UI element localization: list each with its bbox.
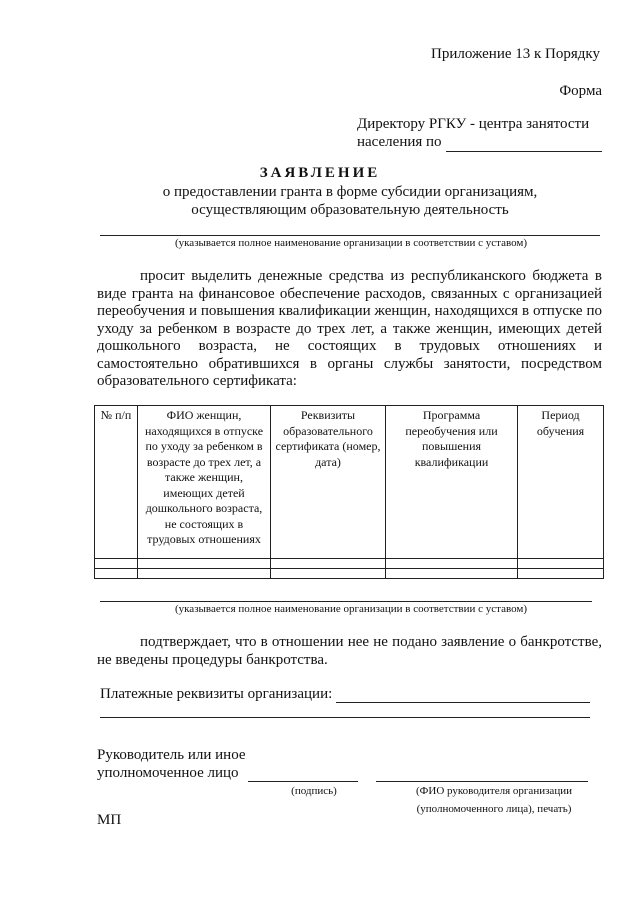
addressee-line-1: Директору РГКУ - центра занятости <box>357 116 590 132</box>
col-header-program: Программа переобучения или повышения квалификации <box>386 406 518 559</box>
table-row <box>95 569 604 579</box>
org-name-line-1 <box>100 235 600 236</box>
table-cell <box>386 559 518 569</box>
payment-details-label: Платежные реквизиты организации: <box>100 686 333 702</box>
org-name-hint-1: (указывается полное наименование организации в соответствии с уставом) <box>174 237 528 249</box>
document-title: ЗАЯВЛЕНИЕ <box>259 165 381 181</box>
col-header-certificate: Реквизиты образовательного сертификата (номер, дата) <box>271 406 386 559</box>
table-cell <box>386 569 518 579</box>
signature-line <box>248 781 358 782</box>
table-header-row <box>95 406 604 559</box>
certificates-table <box>94 405 604 579</box>
col-header-fio: ФИО женщин, находящихся в отпуске по уходу за ребенком в возрасте до трех лет, а также женщин, имеющих детей дошкольного возраста, не состоящих в трудовых отношениях <box>138 406 271 559</box>
table-cell <box>138 559 271 569</box>
signatory-label-2: уполномоченное лицо <box>97 765 239 781</box>
table-cell <box>271 569 386 579</box>
title-subtitle-2: осуществляющим образовательную деятельность <box>191 202 509 218</box>
full-name-hint-1: (ФИО руководителя организации <box>416 785 572 797</box>
table-cell <box>518 559 604 569</box>
title-subtitle-1: о предоставлении гранта в форме субсидии организациям, <box>162 184 538 200</box>
payment-details-line-2 <box>100 717 590 718</box>
table-cell <box>271 559 386 569</box>
stamp-place-label: МП <box>97 812 122 828</box>
table-cell <box>138 569 271 579</box>
col-header-period: Период обучения <box>518 406 604 559</box>
confirm-paragraph: подтверждает, что в отношении нее не подано заявление о банкротстве, не введены процедуры банкротства. <box>97 634 602 668</box>
payment-details-line-1 <box>336 702 590 703</box>
signature-hint: (подпись) <box>291 785 337 797</box>
addressee-line-2: населения по <box>357 134 442 150</box>
table-row <box>95 559 604 569</box>
signatory-label-1: Руководитель или иное <box>97 747 246 763</box>
full-name-hint-2: (уполномоченного лица), печать) <box>416 803 572 815</box>
request-paragraph: просит выделить денежные средства из республиканского бюджета в виде гранта на финансовое обеспечение расходов, связанных с организацией переобучения и повышения квалификации женщин, находящихся в отпуске по уходу за ребенком в возрасте до трех лет, а также женщин, имеющих детей дошкольного возраста, не состоящих в трудовых отношениях и самостоятельно обратившихся в органы службы занятости, посредством образовательного сертификата: <box>97 268 602 389</box>
org-name-line-2 <box>100 601 592 602</box>
table-cell <box>95 569 138 579</box>
appendix-label: Приложение 13 к Порядку <box>431 46 600 62</box>
col-header-number: № п/п <box>95 406 138 559</box>
full-name-line <box>376 781 588 782</box>
addressee-blank-line <box>446 151 602 152</box>
table-cell <box>518 569 604 579</box>
org-name-hint-2: (указывается полное наименование организации в соответствии с уставом) <box>174 603 528 615</box>
table-cell <box>95 559 138 569</box>
form-label: Форма <box>559 83 602 99</box>
